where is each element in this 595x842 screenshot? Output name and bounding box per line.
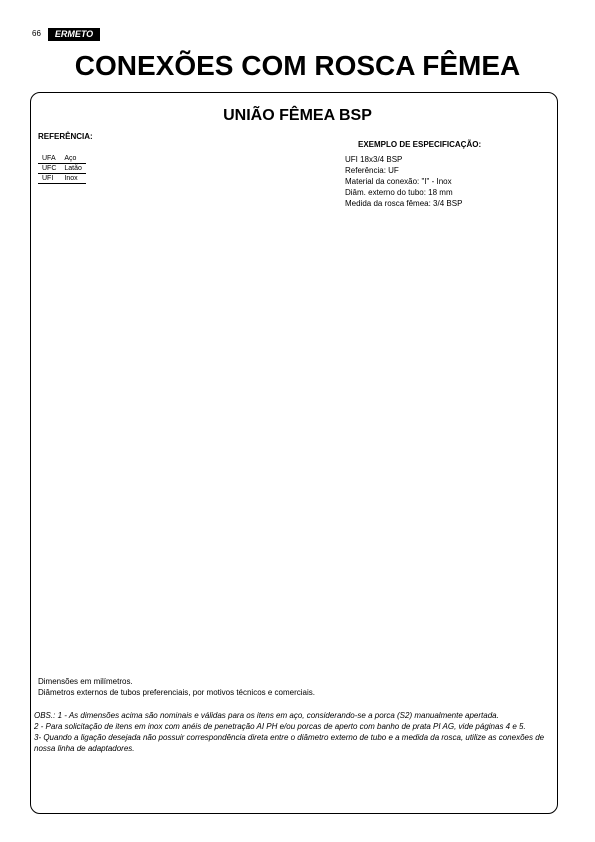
content-frame xyxy=(30,92,558,814)
section-title: UNIÃO FÊMEA BSP xyxy=(223,107,372,124)
obs-line: 2 - Para solicitação de itens em inox com anéis de penetração AI PH e/ou porcas de aperto com banho de prata PI AG, vide páginas 4 e 5. xyxy=(34,722,526,731)
observations xyxy=(34,710,554,754)
example-line: Diâm. externo do tubo: 18 mm xyxy=(345,188,453,197)
notes xyxy=(38,676,315,698)
note-line: Diâmetros externos de tubos preferenciais, por motivos técnicos e comerciais. xyxy=(38,688,316,697)
reference-table xyxy=(38,154,86,184)
example-lines xyxy=(345,154,462,209)
example-code: UFI 18x3/4 BSP xyxy=(345,155,403,164)
example-title: EXEMPLO DE ESPECIFICAÇÃO: xyxy=(358,140,482,149)
example-line: Medida da rosca fêmea: 3/4 BSP xyxy=(345,199,463,208)
obs-line: 3- Quando a ligação desejada não possuir correspondência direta entre o diâmetro externo de tubo e a medida da rosca, utilize as conexões de nossa linha de adaptadores. xyxy=(34,733,545,753)
obs-line: OBS.: 1 - As dimensões acima são nominais e válidas para os itens em aço, considerando-se a porca (S2) manualmente apertada. xyxy=(34,711,499,720)
reference-row: UFA Aço xyxy=(38,154,86,164)
reference-label: REFERÊNCIA: xyxy=(38,132,93,141)
example-line: Referência: UF xyxy=(345,166,399,175)
reference-row: UFC Latão xyxy=(38,164,86,174)
brand-logo: ERMETO xyxy=(48,28,100,41)
note-line: Dimensões em milímetros. xyxy=(38,677,133,686)
page-number: 66 xyxy=(32,29,41,38)
page-title: CONEXÕES COM ROSCA FÊMEA xyxy=(74,50,521,81)
example-line: Material da conexão: "I" - Inox xyxy=(345,177,452,186)
reference-row: UFI Inox xyxy=(38,174,86,184)
